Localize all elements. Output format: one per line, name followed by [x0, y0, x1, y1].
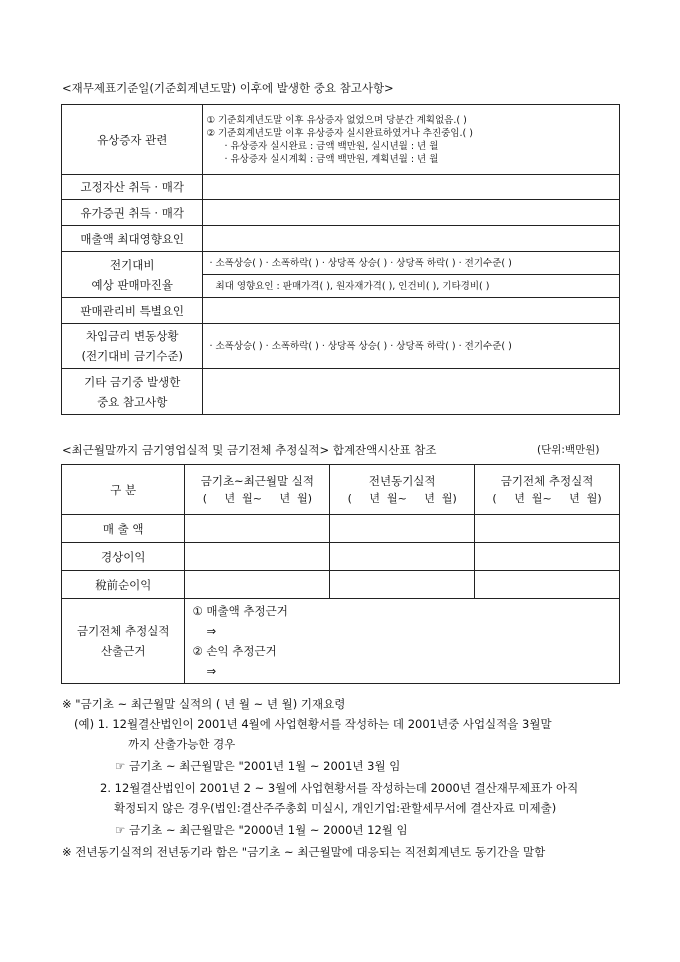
- note-instruction-heading: ※ "금기초 ~ 최근월말 실적의 ( 년 월 ~ 년 월) 기재요령: [62, 697, 346, 711]
- basis-label-line2: 산출근거: [101, 644, 146, 658]
- unit-label: (단위:백만원): [537, 444, 600, 456]
- header-ytd-title: 금기초~최근월말 실적: [200, 473, 315, 488]
- basis-profit-heading: ② 손익 추정근거: [192, 644, 277, 658]
- margin-options[interactable]: · 소폭상승( ) · 소폭하락( ) · 상당폭 상승( ) · 상당폭 하락( ) · 전기수준( ): [203, 252, 620, 275]
- note-example-2-cont: 확정되지 않은 경우(법인:결산주주총회 미실시, 개인기업:관할세무서에 결산자료 미제출): [114, 801, 557, 815]
- section1-title: <재무제표기준일(기준회계년도말) 이후에 발생한 중요 참고사항>: [62, 81, 394, 95]
- label-margin-line1: 전기대비: [110, 257, 155, 272]
- sales-factor-input[interactable]: [203, 226, 620, 252]
- capital-option-2: ② 기준회계년도말 이후 유상증자 실시완료하였거나 추진중임.( ): [206, 127, 473, 139]
- header-prior-period: ( 년 월~ 년 월): [347, 491, 457, 505]
- sga-input[interactable]: [203, 298, 620, 324]
- note-prior-year-definition: ※ 전년동기실적의 전년동기라 함은 "금기초 ~ 최근월말에 대응되는 직전회계년도 동기간을 말함: [62, 845, 546, 859]
- ordinary-ytd-cell[interactable]: [185, 543, 330, 571]
- pretax-estimate-cell[interactable]: [475, 571, 620, 599]
- interest-options[interactable]: · 소폭상승( ) · 소폭하락( ) · 상당폭 상승( ) · 상당폭 하락( ) · 전기수준( ): [203, 324, 620, 369]
- label-other-line2: 중요 참고사항: [97, 394, 168, 409]
- ordinary-estimate-cell[interactable]: [475, 543, 620, 571]
- note-example-1-result: ☞ 금기초 ~ 최근월말은 "2001년 1월 ~ 2001년 3월 임: [115, 759, 401, 773]
- capital-increase-detail: [203, 105, 620, 175]
- sales-ytd-cell[interactable]: [185, 515, 330, 543]
- label-securities: 유가증권 취득 · 매각: [62, 200, 203, 226]
- label-sales-factor: 매출액 최대영향요인: [62, 226, 203, 252]
- section2-title: <최근월말까지 금기영업실적 및 금기전체 추정실적> 합계잔액시산표 참조: [62, 443, 437, 457]
- label-fixed-assets: 고정자산 취득 · 매각: [62, 175, 203, 200]
- reference-table: [61, 104, 620, 415]
- label-capital-increase: 유상증자 관련: [62, 105, 203, 175]
- note-example-1-cont: 까지 산출가능한 경우: [128, 737, 236, 751]
- margin-factor-options[interactable]: 최대 영향요인 : 판매가격( ), 원자재가격( ), 인건비( ), 기타경비( ): [203, 275, 620, 298]
- header-ytd-period: ( 년 월~ 년 월): [202, 491, 313, 505]
- label-other-line1: 기타 금기중 발생한: [84, 374, 181, 389]
- label-sga: 판매관리비 특별요인: [62, 298, 203, 324]
- row-label-pretax-income: 稅前순이익: [62, 571, 185, 599]
- label-interest: [62, 324, 203, 369]
- label-other: [62, 369, 203, 415]
- ordinary-prior-cell[interactable]: [330, 543, 475, 571]
- header-ytd: [185, 465, 330, 515]
- sales-estimate-cell[interactable]: [475, 515, 620, 543]
- capital-planned-line: · 유상증자 실시계획 : 금액 백만원, 계획년월 : 년 월: [224, 153, 439, 165]
- basis-label-line1: 금기전체 추정실적: [76, 624, 170, 638]
- row-label-ordinary-income: 경상이익: [62, 543, 185, 571]
- label-interest-line2: (전기대비 금기수준): [81, 349, 183, 363]
- header-prior-title: 전년동기실적: [368, 473, 436, 488]
- header-estimate-period: ( 년 월~ 년 월): [492, 491, 602, 505]
- row-label-sales: 매 출 액: [62, 515, 185, 543]
- pretax-ytd-cell[interactable]: [185, 571, 330, 599]
- basis-sales-arrow: ⇒: [206, 624, 217, 638]
- label-margin-line2: 예상 판매마진율: [91, 277, 173, 292]
- header-estimate: [475, 465, 620, 515]
- note-example-1: (예) 1. 12월결산법인이 2001년 4월에 사업현황서를 작성하는 데 2001년중 사업실적을 3월말: [74, 717, 552, 731]
- header-category: 구 분: [62, 465, 185, 515]
- label-margin: [62, 252, 203, 298]
- securities-input[interactable]: [203, 200, 620, 226]
- other-input[interactable]: [203, 369, 620, 415]
- basis-sales-heading: ① 매출액 추정근거: [192, 604, 288, 618]
- header-prior-year: [330, 465, 475, 515]
- row-label-basis: [62, 599, 185, 684]
- note-example-2: 2. 12월결산법인이 2001년 2 ~ 3월에 사업현황서를 작성하는데 2000년 결산재무제표가 아직: [100, 781, 579, 795]
- label-interest-line1: 차입금리 변동상황: [85, 329, 179, 343]
- pretax-prior-cell[interactable]: [330, 571, 475, 599]
- basis-cell[interactable]: [185, 599, 620, 684]
- sales-prior-cell[interactable]: [330, 515, 475, 543]
- performance-table: [61, 464, 620, 684]
- note-example-2-result: ☞ 금기초 ~ 최근월말은 "2000년 1월 ~ 2000년 12월 임: [115, 823, 408, 837]
- capital-option-1: ① 기준회계년도말 이후 유상증자 없었으며 당분간 계획없음.( ): [206, 114, 467, 126]
- basis-profit-arrow: ⇒: [206, 664, 217, 678]
- header-estimate-title: 금기전체 추정실적: [500, 473, 594, 488]
- capital-completed-line: · 유상증자 실시완료 : 금액 백만원, 실시년월 : 년 월: [224, 140, 439, 152]
- fixed-assets-input[interactable]: [203, 175, 620, 200]
